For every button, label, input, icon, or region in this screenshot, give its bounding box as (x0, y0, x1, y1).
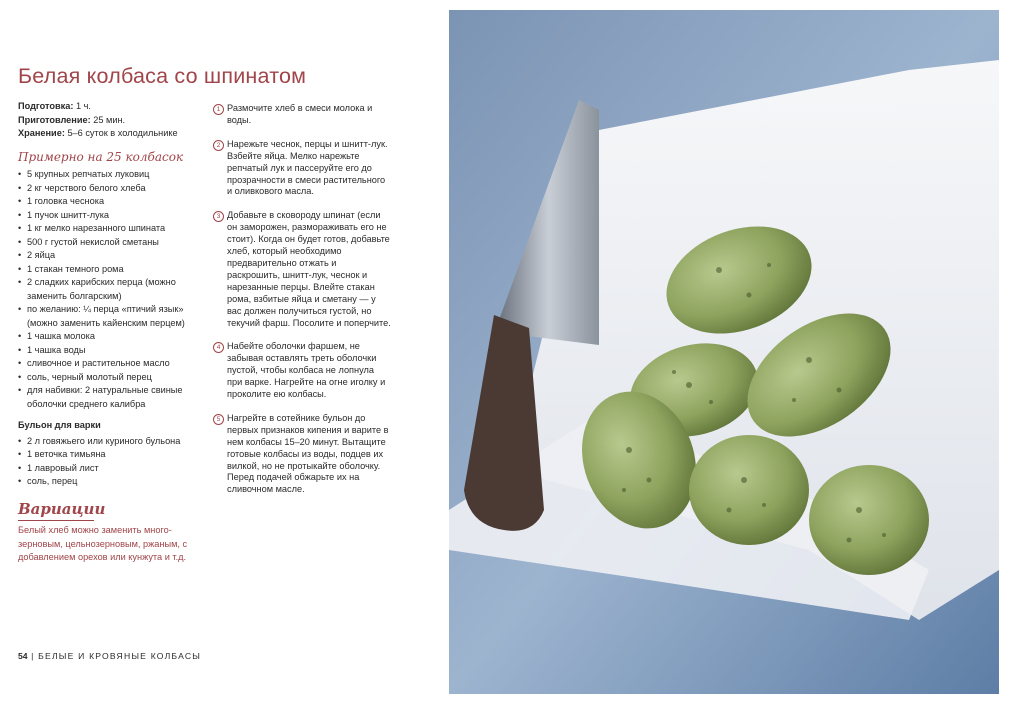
variations-text: Белый хлеб можно заменить многозерновым, цельнозерновым, ржаным, с добавлением орехов или кунжута и т.д. (18, 525, 188, 562)
cook-value: 25 мин. (90, 114, 126, 125)
page-footer (18, 651, 201, 661)
ingredient-item: • для набивки: 2 натуральные свиные оболочки среднего калибра (18, 384, 208, 411)
ingredients-list (18, 168, 208, 411)
ingredient-item: • 2 кг черствого белого хлеба (18, 182, 208, 196)
variations-heading: Вариации (18, 500, 106, 518)
step-text: Нарежьте чеснок, перцы и шнитт-лук. Взбейте яйца. Мелко нарежьте репчатый лук и пассеруйте его до прозрачности в смеси растительного и оливкового масла. (227, 138, 388, 197)
ingredient-item: • 5 крупных репчатых луковиц (18, 168, 208, 182)
ingredient-item: • соль, черный молотый перец (18, 371, 208, 385)
section-title: БЕЛЫЕ И КРОВЯНЫЕ КОЛБАСЫ (38, 651, 202, 661)
step-text: Набейте оболочки фаршем, не забывая оставлять треть оболочки пустой, чтобы колбаса не лопнула при варке. Нагрейте на огне иголку и проколите ею колбасы. (227, 341, 386, 400)
page-title: Белая колбаса со шпинатом (18, 64, 307, 88)
ingredient-item: • 1 чашка молока (18, 330, 208, 344)
ingredient-item: • 1 чашка воды (18, 344, 208, 358)
step-text: Размочите хлеб в смеси молока и воды. (227, 103, 373, 125)
yield-heading: Примерно на 25 колбасок (18, 149, 184, 164)
storage-time (18, 127, 208, 141)
broth-item: • 1 веточка тимьяна (18, 448, 208, 462)
step-item (213, 139, 391, 199)
ingredient-item: • 1 пучок шнитт-лука (18, 209, 208, 223)
ingredient-item: • 1 кг мелко нарезанного шпината (18, 222, 208, 236)
prep-label: Подготовка: (18, 101, 74, 111)
step-number-circle: 4 (213, 342, 224, 353)
broth-item: • 2 л говяжьего или куриного бульона (18, 435, 208, 449)
recipe-meta (18, 100, 208, 141)
steps-column (213, 103, 391, 508)
ingredient-item: • 1 головка чеснока (18, 195, 208, 209)
store-value: 5–6 суток в холодильнике (64, 128, 178, 138)
step-number-circle: 2 (213, 140, 224, 151)
step-text: Добавьте в сковороду шпинат (если он заморожен, размораживать его не стоит). Когда он будет готов, добавьте хлеб, который необходимо предварительно отжать и раскрошить, шнитт-лук, чеснок и нарезанные перцы. Влейте стакан рома, взбитые яйца и сметану — у вас должен получиться густой, но текучий фарш. Посолите и поперчите. (227, 210, 391, 328)
step-number-circle: 3 (213, 211, 224, 222)
sausage (689, 435, 809, 545)
cook-label: Приготовление: (18, 114, 91, 125)
broth-heading: Бульон для варки (18, 420, 101, 430)
broth-list (18, 435, 208, 489)
variations-underline (18, 520, 94, 521)
step-number-circle: 5 (213, 414, 224, 425)
page-number: 54 (18, 651, 28, 661)
cook-time (18, 114, 208, 128)
prep-value: 1 ч. (73, 101, 91, 111)
step-number-circle: 1 (213, 104, 224, 115)
step-text: Нагрейте в сотейнике бульон до первых признаков кипения и варите в нем колбасы 15–20 минут. Вытащите готовые колбасы из воды, подцев их вилкой, но не протыкайте оболочку. Перед подачей обжарьте их на сливочном масле. (227, 412, 389, 495)
sausage-photo (449, 10, 999, 694)
ingredients-column (18, 100, 208, 489)
ingredient-item: • по желанию: ¼ перца «птичий язык» (можно заменить кайенским перцем) (18, 303, 208, 330)
broth-item: • 1 лавровый лист (18, 462, 208, 476)
step-item (213, 341, 391, 401)
ingredient-item: • 500 г густой некислой сметаны (18, 236, 208, 250)
broth-item: • соль, перец (18, 475, 208, 489)
step-item (213, 210, 391, 329)
ingredient-item: • 1 стакан темного рома (18, 263, 208, 277)
ingredient-item: • 2 яйца (18, 249, 208, 263)
ingredient-item: • сливочное и растительное масло (18, 357, 208, 371)
prep-time (18, 100, 208, 114)
store-label: Хранение: (18, 128, 65, 138)
footer-separator: | (27, 651, 39, 661)
step-item (213, 413, 391, 496)
ingredient-item: • 2 сладких карибских перца (можно заменить болгарским) (18, 276, 208, 303)
step-item (213, 103, 391, 127)
sausage (809, 465, 929, 575)
